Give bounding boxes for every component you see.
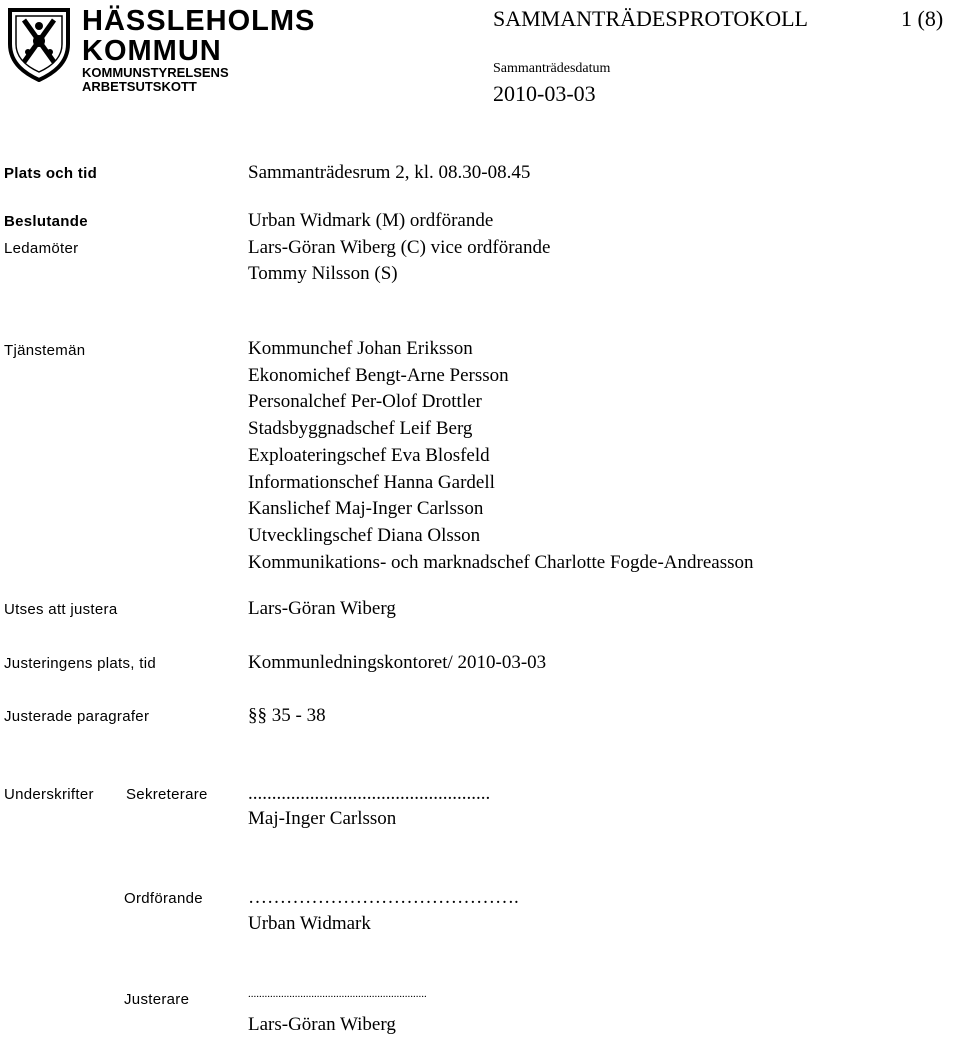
secretary-name: Maj-Inger Carlsson <box>248 808 397 829</box>
org-unit-line2: ARBETSUTSKOTT <box>82 79 197 94</box>
place-time-value: Sammanträdesrum 2, kl. 08.30-08.45 <box>248 162 531 183</box>
list-item: Kanslichef Maj-Inger Carlsson <box>248 498 484 520</box>
org-name-line1: HÄSSLEHOLMS <box>82 5 316 37</box>
list-item: Tommy Nilsson (S) <box>248 263 398 285</box>
decision-makers-label: Beslutande <box>4 213 88 230</box>
officials-list <box>248 336 754 576</box>
meeting-date-label: Sammanträdesdatum <box>493 61 611 76</box>
adjuster-label: Utses att justera <box>4 601 118 618</box>
municipality-coat-of-arms-logo <box>4 4 74 82</box>
list-item: Utvecklingschef Diana Olsson <box>248 524 481 546</box>
list-item: Exploateringschef Eva Blosfeld <box>248 444 490 466</box>
signature-adjuster-label: Justerare <box>124 991 190 1008</box>
members-list <box>248 208 550 288</box>
place-time-label: Plats och tid <box>4 165 98 182</box>
list-item: Lars-Göran Wiberg (C) vice ordförande <box>248 236 551 258</box>
meeting-date: 2010-03-03 <box>493 81 596 106</box>
adjust-place-label: Justeringens plats, tid <box>4 655 156 672</box>
list-item: Stadsbyggnadschef Leif Berg <box>248 418 473 440</box>
secretary-label: Sekreterare <box>126 786 208 803</box>
signatures-label: Underskrifter <box>4 786 94 803</box>
adjust-place-value: Kommunledningskontoret/ 2010-03-03 <box>248 652 547 673</box>
paragraphs-label: Justerade paragrafer <box>4 708 150 725</box>
page-number: 1 (8) <box>901 6 944 31</box>
secretary-signature-line: ................................................... <box>248 783 491 804</box>
list-item: Personalchef Per-Olof Drottler <box>248 391 482 413</box>
list-item: Kommunikations- och marknadschef Charlotte Fogde-Andreasson <box>248 551 754 573</box>
adjuster-value: Lars-Göran Wiberg <box>248 598 396 619</box>
officials-label: Tjänstemän <box>4 342 86 359</box>
list-item: Ekonomichef Bengt-Arne Persson <box>248 364 509 386</box>
members-label: Ledamöter <box>4 240 79 257</box>
chair-name: Urban Widmark <box>248 913 371 934</box>
paragraphs-value: §§ 35 - 38 <box>248 705 326 726</box>
adjuster-name: Lars-Göran Wiberg <box>248 1014 396 1035</box>
chair-label: Ordförande <box>124 890 203 907</box>
list-item: Urban Widmark (M) ordförande <box>248 210 494 231</box>
org-name-line2: KOMMUN <box>82 35 222 67</box>
list-item: Informationschef Hanna Gardell <box>248 471 495 493</box>
document-title: SAMMANTRÄDESPROTOKOLL <box>493 6 808 31</box>
chair-signature-line: ……………………………………. <box>248 887 519 908</box>
org-unit-line1: KOMMUNSTYRELSENS <box>82 65 229 80</box>
adjuster-signature-line: ................................................................. <box>248 988 427 1000</box>
list-item: Kommunchef Johan Eriksson <box>248 338 473 359</box>
